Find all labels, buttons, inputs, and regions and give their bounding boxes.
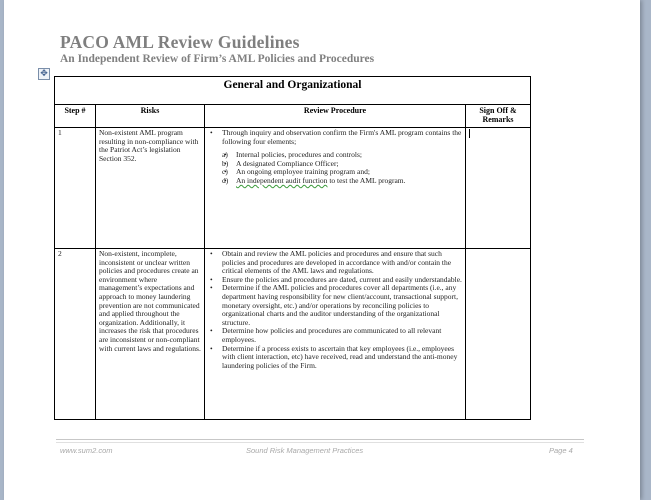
page-title: PACO AML Review Guidelines — [60, 32, 300, 52]
review-table — [54, 76, 531, 420]
footer-website: www.sum2.com — [60, 446, 113, 455]
footer-rule — [56, 439, 584, 440]
column-header-procedure: Review Procedure — [205, 105, 466, 128]
table-row — [55, 128, 531, 249]
signoff-cell[interactable] — [466, 249, 531, 420]
footer-page-number: Page 4 — [549, 446, 573, 455]
review-procedure — [205, 249, 466, 420]
review-procedure — [205, 128, 466, 249]
element-item: • d) An independent audit function to test the AML program. — [236, 177, 462, 186]
element-item: • a) Internal policies, procedures and controls; — [236, 151, 462, 160]
risk-text: Non-existent AML program resulting in non-compliance with the Patriot Act’s legislation Section 352. — [96, 128, 205, 249]
step-number: 1 — [55, 128, 96, 249]
element-item: • b) A designated Compliance Officer; — [236, 160, 462, 169]
footer-rule-secondary — [56, 442, 584, 443]
procedure-item: • Obtain and review the AML policies and procedures and ensure that such policies and procedures are developed in accordance with and/or contain the critical elements of the AML laws and regulations. — [222, 250, 462, 276]
table-row — [55, 249, 531, 420]
column-header-signoff: Sign Off & Remarks — [466, 105, 531, 128]
risk-text: Non-existent, incomplete, inconsistent or unclear written policies and procedures create an environment where management’s expectations and approach to money laundering prevention are not communicated and applied throughout the organization. Additionally, it increases the risk that procedures are inconsistent or non-compliant with current laws and regulations. — [96, 249, 205, 420]
page-subtitle: An Independent Review of Firm’s AML Policies and Procedures — [60, 53, 375, 65]
signoff-cell[interactable] — [466, 128, 531, 249]
grammar-flagged-text: An independent audit function — [236, 175, 328, 185]
procedure-item — [222, 129, 462, 186]
step-number: 2 — [55, 249, 96, 420]
procedure-item: • Ensure the policies and procedures are dated, current and easily understandable. — [222, 276, 462, 285]
procedure-item: • Determine if the AML policies and procedures cover all departments (i.e., any department having responsibility for new client/account, transactional support, monetary oversight, etc.) and/or operations by reconciling policies to organizational charts and the auditor understanding of the organizational structure. — [222, 284, 462, 327]
element-item: • c) An ongoing employee training program and; — [236, 168, 462, 177]
column-header-risks: Risks — [96, 105, 205, 128]
text-cursor — [469, 129, 470, 138]
footer-center-text: Sound Risk Management Practices — [246, 446, 364, 455]
procedure-item: • Determine if a process exists to ascertain that key employees (i.e., employees with client interaction, etc) have received, read and understand the anti-money laundering policies of the Firm. — [222, 345, 462, 371]
section-title: General and Organizational — [55, 77, 531, 105]
column-header-step: Step # — [55, 105, 96, 128]
procedure-intro: Through inquiry and observation confirm the Firm's AML program contains the following four elements; — [222, 128, 462, 146]
table-move-handle-icon[interactable]: ✥ — [38, 68, 50, 80]
procedure-item: • Determine how policies and procedures are communicated to all relevant employees. — [222, 327, 462, 344]
element-list — [222, 151, 462, 185]
